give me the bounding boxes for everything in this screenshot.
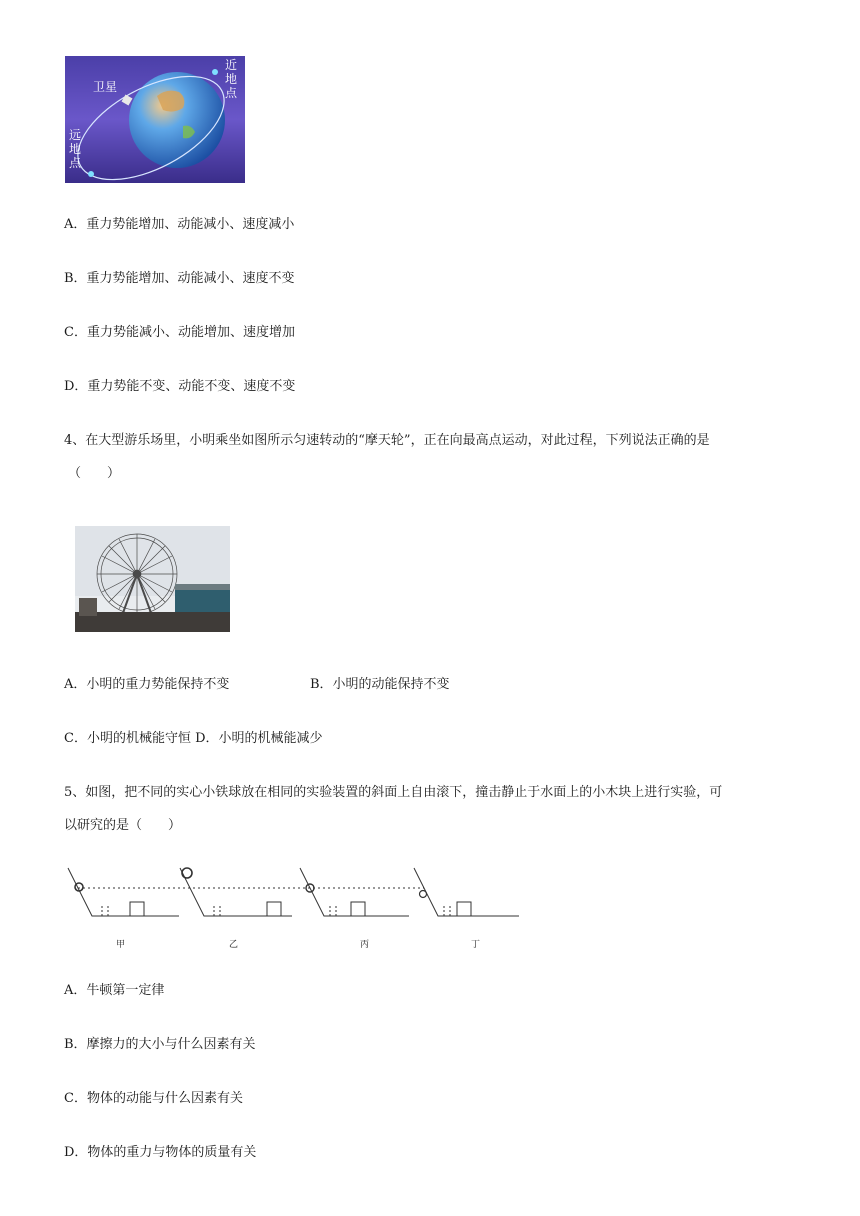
panel-label-2: 乙 xyxy=(229,940,239,950)
satellite-orbit-figure xyxy=(65,56,245,183)
q4-stem-line1: 4、在大型游乐场里，小明乘坐如图所示匀速转动的“摩天轮”，正在向最高点运动，对此过程，下列说法正确的是 xyxy=(64,433,710,448)
ball xyxy=(420,891,427,898)
apogee-dot xyxy=(88,171,94,177)
panel-label-1: 甲 xyxy=(116,940,126,950)
incline-panel-4 xyxy=(414,868,519,916)
q3-option-b: B．重力势能增加、动能减小、速度不变 xyxy=(64,271,295,286)
panel-label-4: 丁 xyxy=(471,940,481,950)
satellite-label: 卫星 xyxy=(93,80,118,94)
q5-stem-line2: 以研究的是（ ） xyxy=(64,818,182,833)
panel-label-3: 丙 xyxy=(360,940,370,950)
q3-option-a: A．重力势能增加、动能减小、速度减小 xyxy=(64,217,295,232)
q5-option-d: D．物体的重力与物体的质量有关 xyxy=(64,1145,257,1160)
q5-stem-line1: 5、如图，把不同的实心小铁球放在相同的实验装置的斜面上自由滚下，撞击静止于水面上的小木块上进行实验，可 xyxy=(64,785,723,800)
ferris-wheel-photo xyxy=(75,526,230,632)
earth-globe xyxy=(129,72,225,168)
q3-option-d: D．重力势能不变、动能不变、速度不变 xyxy=(64,379,296,394)
wood-block xyxy=(457,902,471,916)
wood-block xyxy=(267,902,281,916)
wood-block xyxy=(130,902,144,916)
q5-option-b: B．摩擦力的大小与什么因素有关 xyxy=(64,1037,256,1052)
perigee-dot xyxy=(212,69,218,75)
q4-option-cd: C．小明的机械能守恒 D．小明的机械能减少 xyxy=(64,731,323,746)
q4-option-b: B．小明的动能保持不变 xyxy=(310,677,450,692)
incline-experiment-figure xyxy=(64,862,524,954)
q3-option-c: C．重力势能减小、动能增加、速度增加 xyxy=(64,325,295,340)
q5-option-c: C．物体的动能与什么因素有关 xyxy=(64,1091,243,1106)
wood-block xyxy=(351,902,365,916)
incline-panel-1 xyxy=(68,868,179,916)
q4-option-a: A．小明的重力势能保持不变 xyxy=(64,677,230,692)
incline-panel-2 xyxy=(180,868,292,916)
incline-panel-3 xyxy=(300,868,409,916)
apogee-label: 远地点 xyxy=(69,128,82,170)
ball xyxy=(182,868,192,878)
perigee-label: 近地点 xyxy=(225,58,238,100)
q5-option-a: A．牛顿第一定律 xyxy=(64,983,165,998)
ground-crowd xyxy=(75,612,230,632)
q4-stem-line2: （ ） xyxy=(68,466,121,481)
